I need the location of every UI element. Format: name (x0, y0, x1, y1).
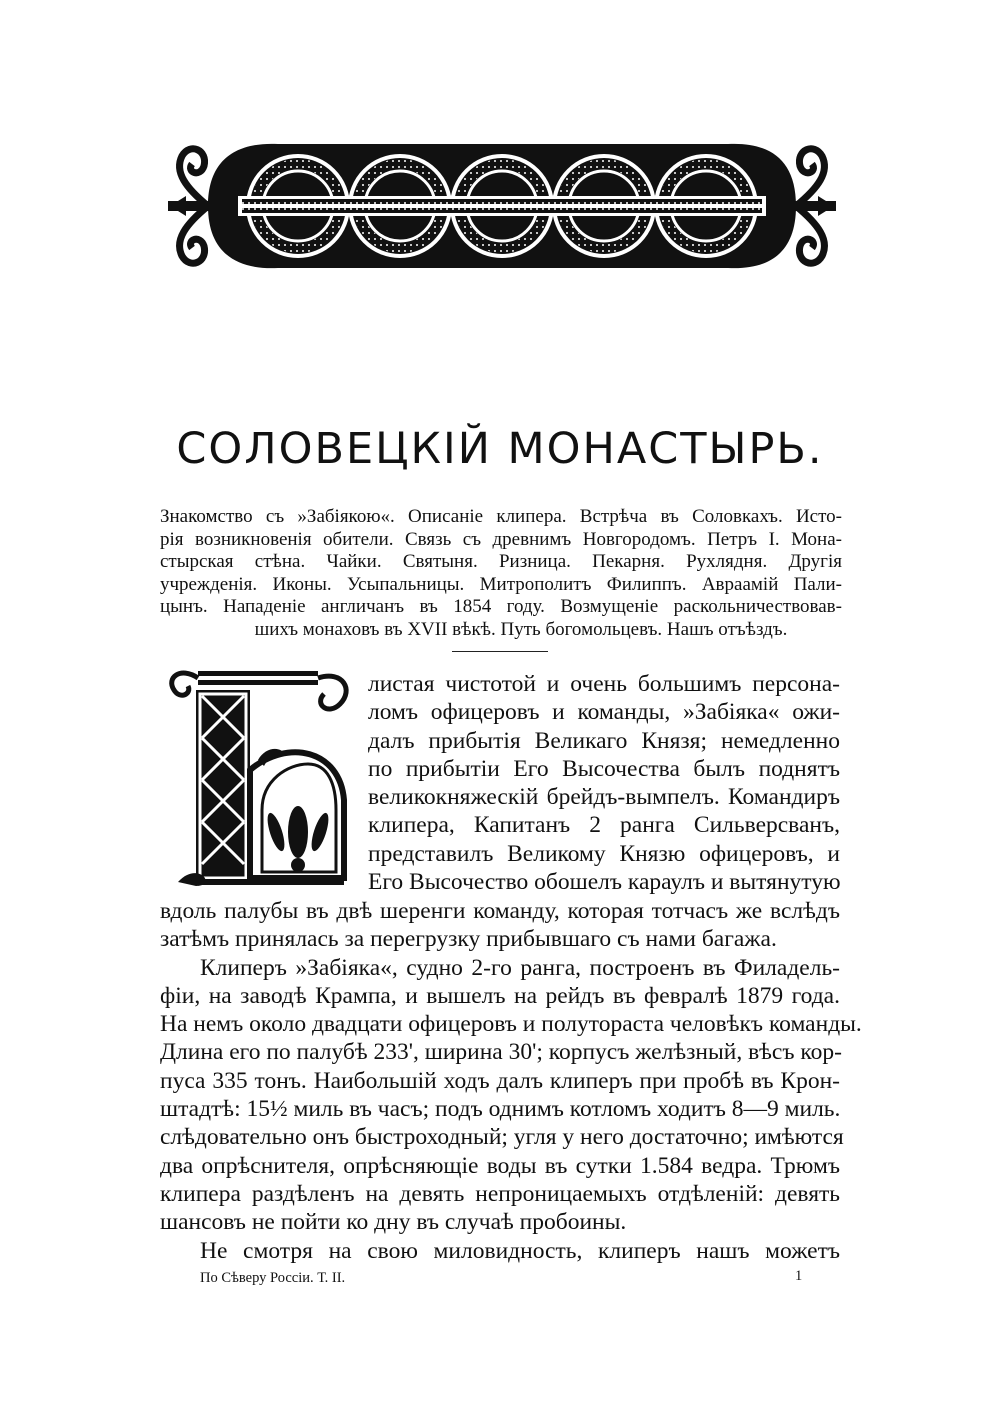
text-line: пуса 335 тонъ. Наибольшій ходъ далъ клиперъ при пробѣ въ Крон- (160, 1067, 840, 1094)
text-line: Не смотря на свою миловидность, клиперъ нашъ можетъ (200, 1237, 840, 1264)
paragraph-dropcap (368, 670, 840, 896)
text-line: На немъ около двадцати офицеровъ и полутораста человѣкъ команды. (160, 1011, 862, 1038)
ornamental-initial-letter (158, 660, 356, 890)
text-line: вдоль палубы въ двѣ шеренги команду, которая тотчасъ же вслѣдъ (160, 898, 840, 924)
summary-line: цынъ. Нападеніе англичанъ въ 1854 году. Возмущеніе раскольничествовав- (160, 596, 842, 617)
section-divider (452, 651, 548, 652)
text-line: слѣдовательно онъ быстроходный; угля у него достаточно; имѣются (160, 1124, 844, 1151)
summary-line: шихъ монаховъ въ XVII вѣкѣ. Путь богомольцевъ. Нашъ отъѣздъ. (254, 618, 788, 640)
headpiece-ornament (168, 128, 836, 284)
printer-signature: По Сѣверу Россіи. Т. II. (200, 1270, 346, 1286)
text-line: штадтѣ: 15½ миль въ часъ; подъ однимъ котломъ ходитъ 8—9 миль. (160, 1096, 841, 1123)
text-line: затѣмъ принялась за перегрузку прибывшаго съ нами багажа. (160, 926, 777, 953)
chapter-summary (160, 506, 842, 641)
summary-line: Знакомство съ »Забіякою«. Описаніе клипера. Встрѣча въ Соловкахъ. Исто- (160, 506, 842, 527)
text-line: клипера, Капитанъ 2 ранга Сильверсванъ, (368, 812, 840, 839)
sheet-number: 1 (795, 1268, 803, 1284)
text-line: клипера раздѣленъ на девять непроницаемыхъ отдѣленій: девять (160, 1180, 840, 1207)
text-line: представилъ Великому Князю офицеровъ, и (368, 840, 840, 867)
text-line: далъ прибытія Великаго Князя; немедленно (368, 727, 840, 754)
text-line: по прибытіи Его Высочества былъ поднятъ (368, 755, 840, 782)
text-line: ломъ офицеровъ и команды, »Забіяка« ожи- (368, 699, 840, 726)
text-line: шансовъ не пойти ко дну въ случаѣ пробоины. (160, 1209, 627, 1236)
text-line: два опрѣснителя, опрѣсняющіе воды въ сутки 1.584 ведра. Трюмъ (160, 1152, 840, 1179)
summary-line: стырская стѣна. Чайки. Святыня. Ризница. Пекарня. Рухлядня. Другія (160, 551, 842, 572)
text-line: великокняжескій брейдъ-вымпелъ. Командиръ (368, 784, 840, 811)
chapter-title: СОЛОВЕЦКІЙ МОНАСТЫРЬ. (176, 424, 824, 474)
summary-line: учрежденія. Иконы. Усыпальницы. Митрополитъ Филиппъ. Авраамій Пали- (160, 573, 842, 595)
summary-line: рія возникновенія обители. Связь съ древнимъ Новгородомъ. Петръ І. Мона- (160, 528, 842, 550)
text-line: Длина его по палубѣ 233', ширина 30'; корпусъ желѣзный, вѣсъ кор- (160, 1039, 842, 1066)
body-text (160, 897, 862, 1265)
text-line: фіи, на заводѣ Крампа, и вышелъ на рейдъ въ февралѣ 1879 года. (160, 982, 840, 1009)
text-line: листая чистотой и очень большимъ персона- (368, 671, 840, 697)
text-line: Клиперъ »Забіяка«, судно 2-го ранга, построенъ въ Филадель- (200, 954, 840, 981)
text-line: Его Высочество обошелъ караулъ и вытянутую (368, 869, 841, 896)
